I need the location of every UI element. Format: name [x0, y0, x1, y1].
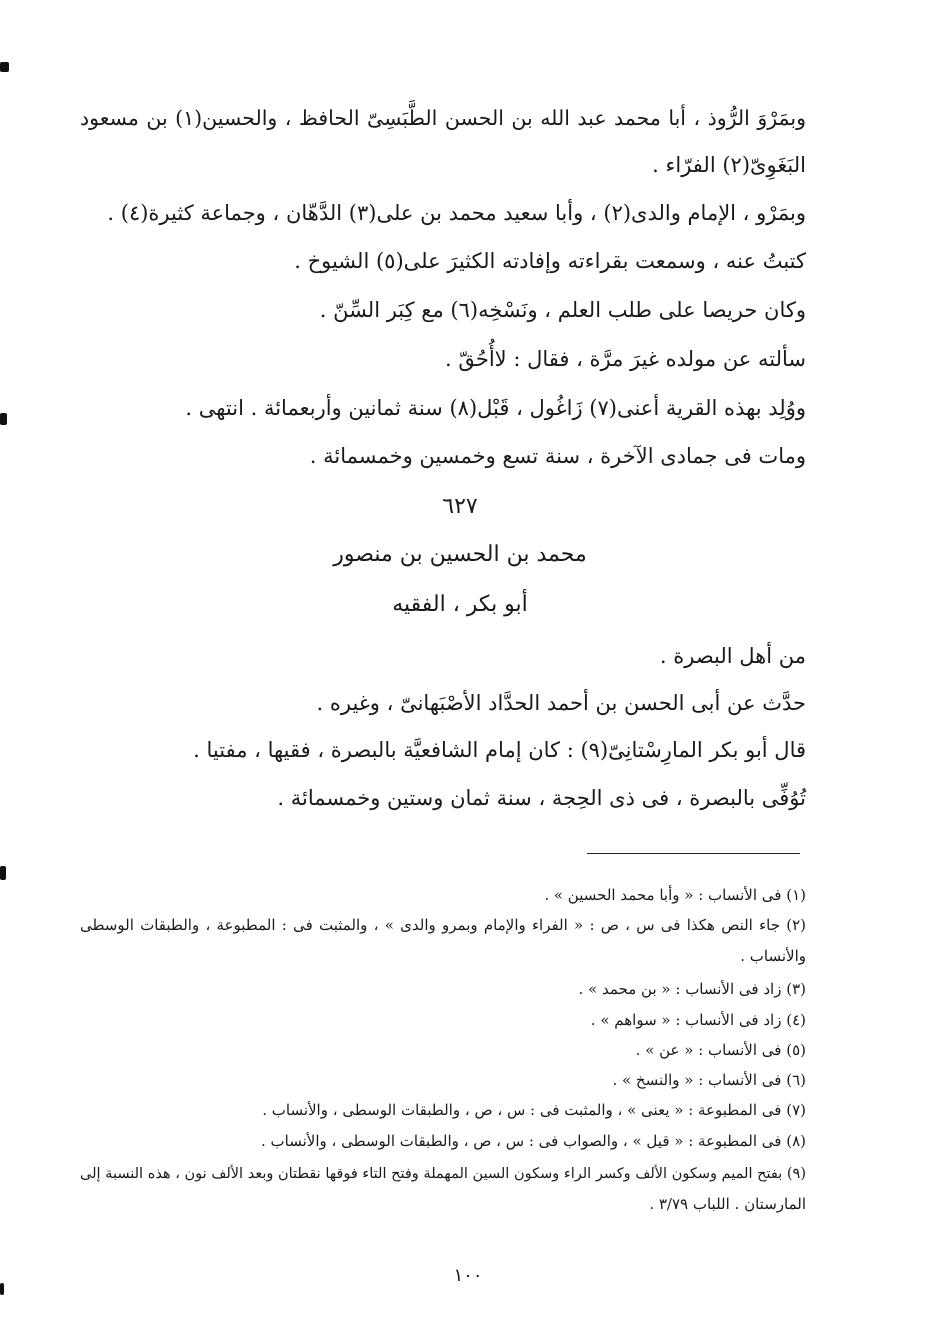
footnote-7: (٧) فى المطبوعة : « يعنى » ، والمثبت فى : س ، ص ، والطبقات الوسطى ، والأنساب . — [262, 1101, 806, 1119]
body-line-4: كتبتُ عنه ، وسمعت بقراءته وإفادته الكثيرَ على(٥) الشيوخ . — [294, 249, 806, 273]
footnote-2: (٢) جاء النص هكذا فى س ، ص : « الفراء والإمام وبمرو والدى » ، والمثبت فى : المطبوعة ، والطبقات الوسطى — [80, 916, 806, 934]
footnote-3: (٣) زاد فى الأنساب : « بن محمد » . — [578, 980, 806, 998]
entry-kunya: أبو بكر ، الفقيه — [392, 592, 528, 617]
page-number: ١٠٠ — [453, 1265, 483, 1286]
scan-mark — [0, 62, 9, 72]
body-line-1: وبمَرْوَ الرُّوذ ، أبا محمد عبد الله بن الحسن الطَّبَسِىّ الحافظ ، والحسين(١) بن مسعود — [80, 106, 807, 130]
entry-line-1: من أهل البصرة . — [659, 644, 806, 668]
footnote-1: (١) فى الأنساب : « وأبا محمد الحسين » . — [544, 886, 806, 904]
entry-line-2: حدَّث عن أبى الحسن بن أحمد الحدَّاد الأصْبَهانىّ ، وغيره . — [316, 691, 806, 715]
footnote-8: (٨) فى المطبوعة : « قيل » ، والصواب فى : س ، ص ، والطبقات الوسطى ، والأنساب . — [261, 1132, 806, 1150]
footnote-4: (٤) زاد فى الأنساب : « سواهم » . — [590, 1011, 806, 1029]
footnote-rule — [587, 853, 800, 854]
footnote-9-cont: المارستان . اللباب ٣/٧٩ . — [649, 1195, 806, 1213]
body-line-2: البَغَوِىّ(٢) الفرّاء . — [652, 153, 806, 177]
entry-number: ٦٢٧ — [442, 494, 478, 519]
body-line-8: ومات فى جمادى الآخرة ، سنة تسع وخمسين وخمسمائة . — [309, 444, 806, 468]
footnote-5: (٥) فى الأنساب : « عن » . — [635, 1041, 806, 1059]
entry-name: محمد بن الحسين بن منصور — [333, 542, 587, 567]
body-line-7: ووُلِد بهذه القرية أعنى(٧) زَاغُول ، قَبْل(٨) سنة ثمانين وأربعمائة . انتهى . — [185, 396, 806, 420]
footnote-6: (٦) فى الأنساب : « والنسخ » . — [612, 1071, 806, 1089]
footnote-9: (٩) بفتح الميم وسكون الألف وكسر الراء وسكون السين المهملة وفتح التاء فوقها نقطتان وبعد الألف نون ، هذه النسبة إلى — [80, 1166, 806, 1182]
entry-line-4: تُوُفِّى بالبصرة ، فى ذى الحِجة ، سنة ثمان وستين وخمسمائة . — [277, 786, 806, 810]
body-line-3: وبمَرْو ، الإمام والدى(٢) ، وأبا سعيد محمد بن على(٣) الدَّهّان ، وجماعة كثيرة(٤) . — [107, 201, 806, 225]
entry-line-3: قال أبو بكر المارِسْتانِىّ(٩) : كان إمام الشافعيَّة بالبصرة ، فقيها ، مفتيا . — [193, 738, 806, 762]
body-line-5: وكان حريصا على طلب العلم ، ونَسْخِه(٦) مع كِبَر السِّنّ . — [319, 298, 806, 322]
body-line-6: سألته عن مولده غيرَ مرَّة ، فقال : لاأُحُقّ . — [445, 347, 806, 371]
footnote-2-cont: والأنساب . — [740, 947, 806, 965]
scan-mark — [0, 866, 6, 880]
scan-mark — [0, 413, 7, 425]
